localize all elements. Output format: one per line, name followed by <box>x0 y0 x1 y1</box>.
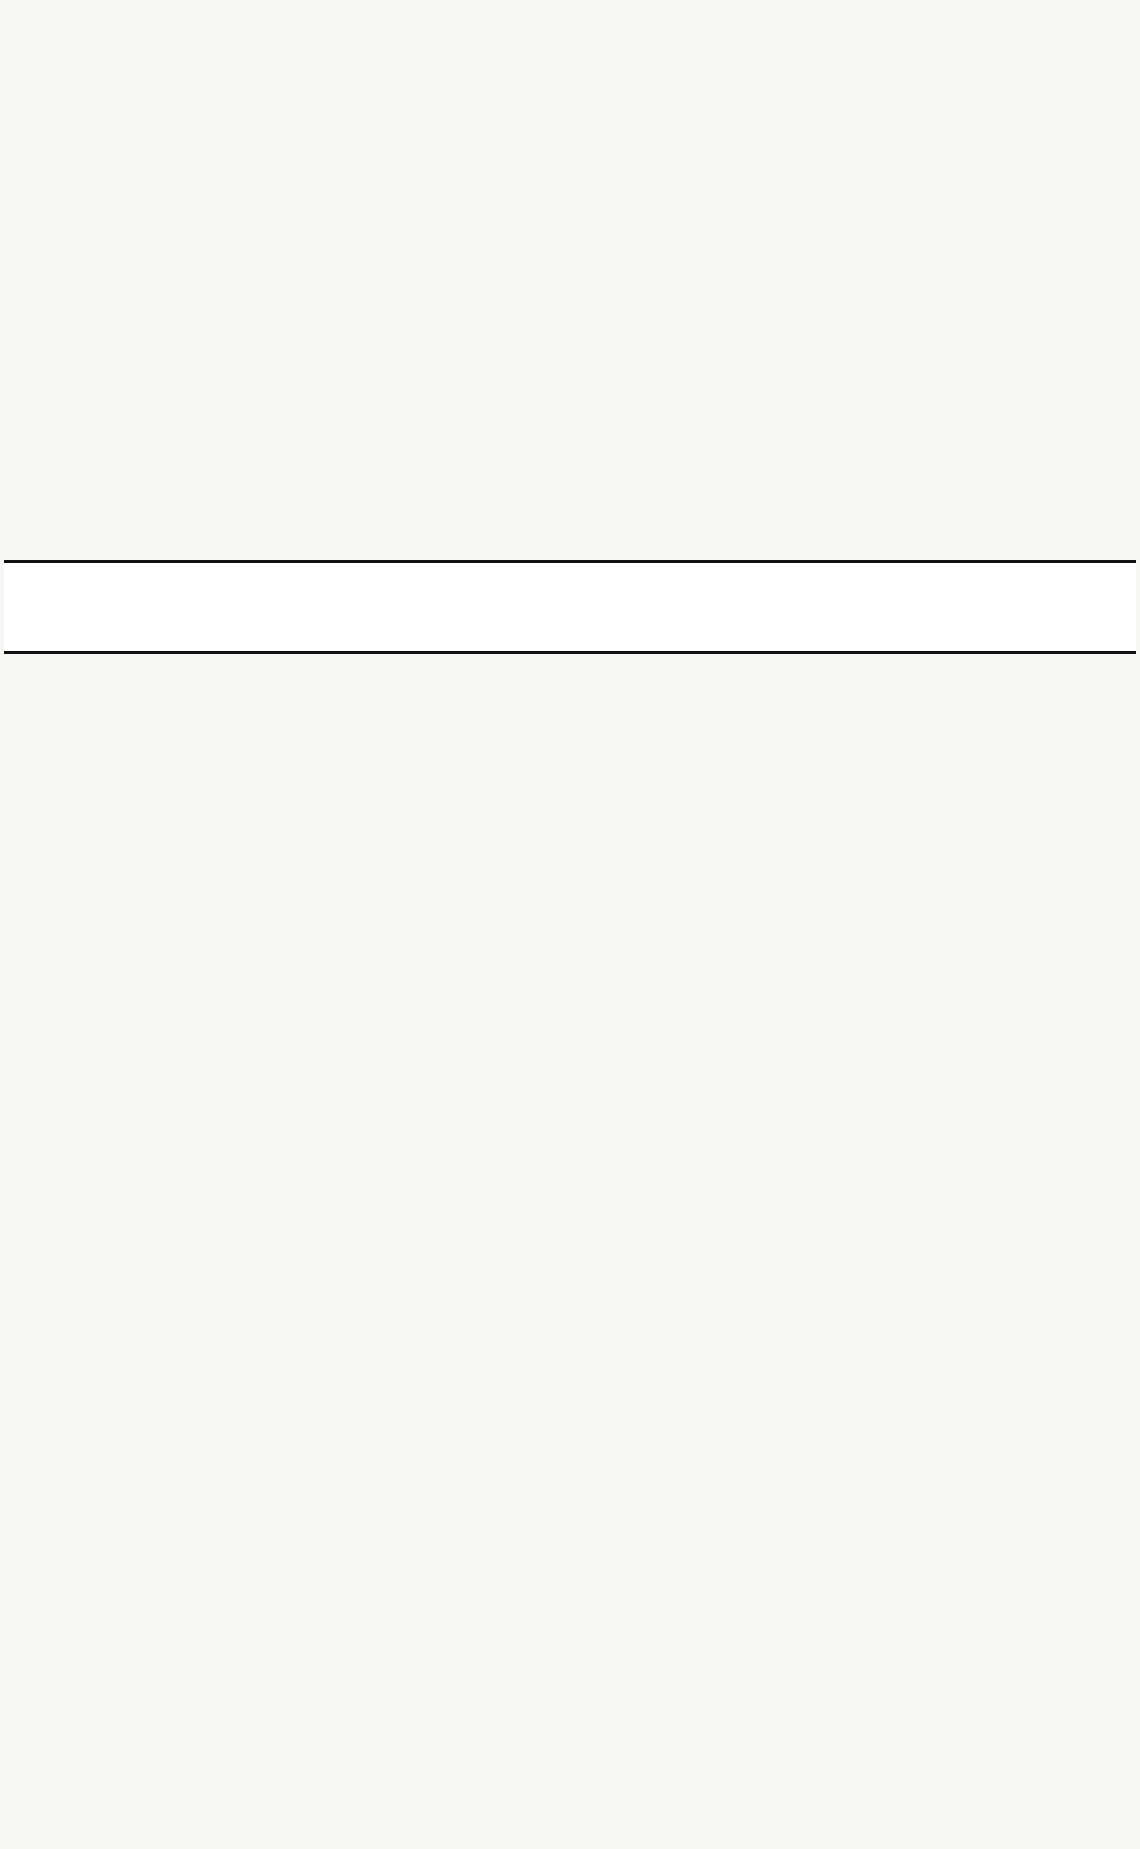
guide-title-band <box>4 560 1136 654</box>
service-guide-band <box>4 654 1136 1842</box>
classified-top-band <box>4 30 1136 555</box>
